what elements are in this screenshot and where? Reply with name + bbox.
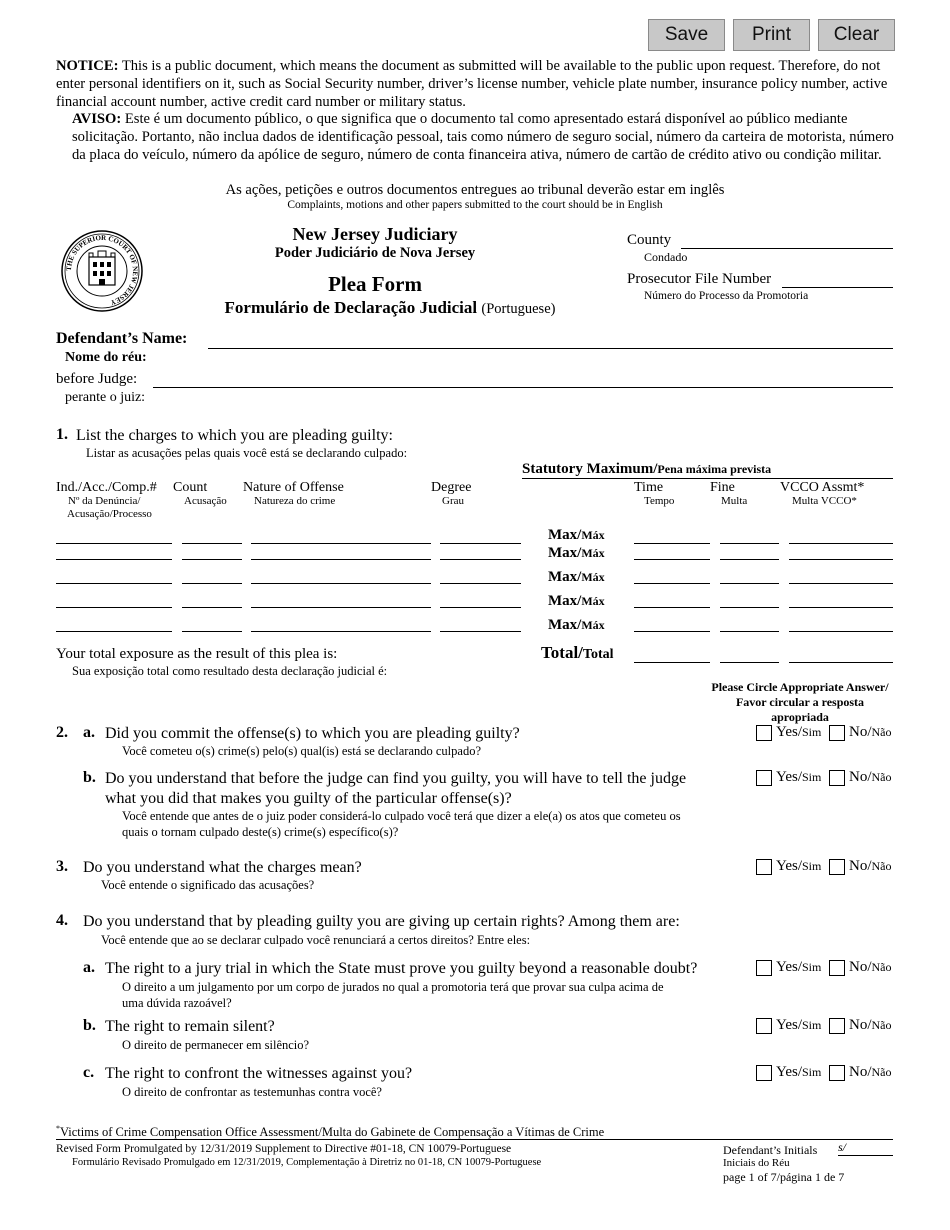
yes-label-pt: Sim <box>802 960 822 974</box>
question-1-text-pt: Listar as acusações pelas quais você está se declarando culpado: <box>86 446 408 460</box>
max-label-pt: Máx <box>581 546 605 560</box>
charge-row-5-vcco-input[interactable] <box>789 615 893 632</box>
yes-label-pt: Sim <box>802 859 822 873</box>
yes-label-pt: Sim <box>802 725 822 739</box>
english-notice-pt: As ações, petições e outros documentos entregues ao tribunal deverão estar em inglês <box>225 182 725 198</box>
max-label-en: Max/ <box>548 593 582 609</box>
q2b-yes-label <box>776 769 821 786</box>
form-title-pt-line <box>170 298 610 318</box>
col-vcco-header-pt: Multa VCCO* <box>792 495 857 507</box>
max-label-en: Max/ <box>548 527 582 543</box>
q2a-yes-checkbox[interactable] <box>756 725 772 741</box>
prosecutor-label-pt: Número do Processo da Promotoria <box>644 290 809 302</box>
notice-label: NOTICE: <box>56 58 119 74</box>
no-label-en: No/ <box>849 858 872 874</box>
notice-paragraph <box>56 57 896 111</box>
circle-note-line1: Please Circle Appropriate Answer/ <box>711 680 889 694</box>
footnote-mark: * <box>56 1124 60 1133</box>
q3-no-label <box>849 858 892 875</box>
yes-label-en: Yes/ <box>776 858 802 874</box>
charge-row-4-count-input[interactable] <box>182 591 242 608</box>
charge-row-4-degree-input[interactable] <box>440 591 521 608</box>
yes-label-en: Yes/ <box>776 1017 802 1033</box>
charge-row-3-count-input[interactable] <box>182 567 242 584</box>
max-label-en: Max/ <box>548 569 582 585</box>
q4b-yes-checkbox[interactable] <box>756 1018 772 1034</box>
question-4b-text-pt: O direito de permanecer em silêncio? <box>122 1038 310 1052</box>
col-count-header-pt: Acusação <box>184 495 227 507</box>
q2a-yes-label <box>776 724 821 741</box>
question-2a-letter: a. <box>83 724 95 741</box>
charge-row-1-count-input[interactable] <box>182 527 242 544</box>
print-button[interactable]: Print <box>733 19 810 51</box>
no-label-pt: Não <box>871 1065 892 1079</box>
col-nature-header: Nature of Offense <box>243 480 344 495</box>
charge-row-1-time-input[interactable] <box>634 527 710 544</box>
col-fine-header: Fine <box>710 480 735 495</box>
question-4c-letter: c. <box>83 1064 95 1081</box>
max-label <box>548 593 605 610</box>
defendant-name-label-pt: Nome do réu: <box>65 350 147 365</box>
question-4c-text-pt: O direito de confrontar as testemunhas contra você? <box>122 1085 382 1099</box>
col-nature-header-pt: Natureza do crime <box>254 495 336 507</box>
yes-label-pt: Sim <box>802 1018 822 1032</box>
exposure-text-pt: Sua exposição total como resultado desta declaração judicial é: <box>72 664 388 678</box>
court-seal <box>60 229 144 313</box>
col-fine-header-pt: Multa <box>721 495 748 507</box>
question-4a-text-pt1: O direito a um julgamento por um corpo de jurados no qual a promotoria terá que provar sua culpa acima de <box>122 980 664 994</box>
no-label-en: No/ <box>849 769 872 785</box>
save-button[interactable]: Save <box>648 19 725 51</box>
charge-row-3-vcco-input[interactable] <box>789 567 893 584</box>
prosecutor-label: Prosecutor File Number <box>627 271 772 287</box>
max-label-pt: Máx <box>581 594 605 608</box>
col-degree-header: Degree <box>431 480 472 495</box>
charge-row-5-degree-input[interactable] <box>440 615 521 632</box>
q3-yes-checkbox[interactable] <box>756 859 772 875</box>
county-input[interactable] <box>681 232 893 249</box>
charge-row-3-time-input[interactable] <box>634 567 710 584</box>
no-label-pt: Não <box>871 960 892 974</box>
question-2-number: 2. <box>56 724 68 741</box>
no-label-en: No/ <box>849 1064 872 1080</box>
q4b-no-checkbox[interactable] <box>829 1018 845 1034</box>
q4c-yes-checkbox[interactable] <box>756 1065 772 1081</box>
col-degree-header-pt: Grau <box>442 495 464 507</box>
max-label-en: Max/ <box>548 545 582 561</box>
max-label <box>548 569 605 586</box>
judge-label-pt: perante o juiz: <box>65 390 146 405</box>
yes-label-en: Yes/ <box>776 1064 802 1080</box>
q2a-no-checkbox[interactable] <box>829 725 845 741</box>
max-label-pt: Máx <box>581 618 605 632</box>
charge-row-3-fine-input[interactable] <box>720 567 779 584</box>
no-label-pt: Não <box>871 859 892 873</box>
charge-row-3-degree-input[interactable] <box>440 567 521 584</box>
no-label-pt: Não <box>871 725 892 739</box>
col-time-header-pt: Tempo <box>644 495 675 507</box>
no-label-en: No/ <box>849 959 872 975</box>
question-4-number: 4. <box>56 912 68 929</box>
charge-row-5-count-input[interactable] <box>182 615 242 632</box>
col-vcco-header: VCCO Assmt* <box>780 480 865 495</box>
form-title: Plea Form <box>328 272 422 296</box>
charge-row-2-ind-input[interactable] <box>56 543 172 560</box>
circle-answer-note <box>700 680 900 725</box>
q2b-no-checkbox[interactable] <box>829 770 845 786</box>
circle-note-line2: Favor circular a resposta <box>735 695 865 709</box>
charge-row-2-time-input[interactable] <box>634 543 710 560</box>
charge-row-5-ind-input[interactable] <box>56 615 172 632</box>
total-fine-input[interactable] <box>720 646 779 663</box>
question-4a-text: The right to a jury trial in which the State must prove you guilty beyond a reasonable doubt? <box>105 960 698 977</box>
max-label-en: Max/ <box>548 617 582 633</box>
judge-input[interactable] <box>153 371 893 388</box>
defendant-name-label: Defendant’s Name: <box>56 330 188 347</box>
question-3-number: 3. <box>56 858 68 875</box>
charge-row-2-count-input[interactable] <box>182 543 242 560</box>
total-label <box>541 643 614 663</box>
question-2a-text-pt: Você cometeu o(s) crime(s) pelo(s) qual(is) está se declarando culpado? <box>122 744 481 758</box>
initials-input[interactable]: s/ <box>838 1140 893 1156</box>
seal-text: THE SUPERIOR COURT OF NEW JERSEY <box>64 233 140 307</box>
q4b-no-label <box>849 1017 892 1034</box>
circle-note-line3: apropriada <box>771 710 829 724</box>
no-label-pt: Não <box>871 1018 892 1032</box>
form-title-pt: Formulário de Declaração Judicial <box>224 298 478 317</box>
question-4b-text: The right to remain silent? <box>105 1018 275 1035</box>
question-2b-text-pt1: Você entende que antes de o juiz poder considerá-lo culpado você terá que dizer a ele(a) os atos que cometeu os <box>122 809 681 823</box>
max-label <box>548 617 605 634</box>
charge-row-4-vcco-input[interactable] <box>789 591 893 608</box>
defendant-name-input[interactable] <box>208 332 893 349</box>
judge-label: before Judge: <box>56 371 138 387</box>
col-ind-header-pt1: Nº da Denúncia/ <box>68 495 141 507</box>
question-3-text-pt: Você entende o significado das acusações? <box>101 878 315 892</box>
county-label-pt: Condado <box>644 250 688 264</box>
q2b-no-label <box>849 769 892 786</box>
q4a-yes-checkbox[interactable] <box>756 960 772 976</box>
judiciary-title-pt: Poder Judiciário de Nova Jersey <box>274 245 476 261</box>
statutory-maximum-label: Statutory Maximum/ <box>522 461 658 477</box>
initials-label-pt: Iniciais do Réu <box>723 1157 790 1169</box>
col-ind-header: Ind./Acc./Comp.# <box>56 480 157 495</box>
question-4a-letter: a. <box>83 959 95 976</box>
prosecutor-file-input[interactable] <box>782 271 893 288</box>
statutory-maximum-label-pt: Pena máxima prevista <box>657 462 772 476</box>
charge-row-2-nature-input[interactable] <box>251 543 431 560</box>
max-label <box>548 545 605 562</box>
charge-row-1-fine-input[interactable] <box>720 527 779 544</box>
question-1-number: 1. <box>56 426 68 443</box>
exposure-text: Your total exposure as the result of this plea is: <box>56 646 338 662</box>
charge-row-3-ind-input[interactable] <box>56 567 172 584</box>
charge-row-1-nature-input[interactable] <box>251 527 431 544</box>
charge-row-4-ind-input[interactable] <box>56 591 172 608</box>
col-time-header: Time <box>634 480 664 495</box>
q2b-yes-checkbox[interactable] <box>756 770 772 786</box>
question-2b-text1: Do you understand that before the judge can find you guilty, you will have to tell the judge <box>105 770 687 787</box>
question-2b-text2: what you did that makes you guilty of the particular offense(s)? <box>105 790 512 807</box>
q4c-no-checkbox[interactable] <box>829 1065 845 1081</box>
charge-row-5-time-input[interactable] <box>634 615 710 632</box>
col-ind-header-pt2: Acusação/Processo <box>67 508 152 520</box>
statutory-maximum-rule <box>522 478 893 479</box>
max-label-pt: Máx <box>581 528 605 542</box>
question-4b-letter: b. <box>83 1017 96 1034</box>
q3-yes-label <box>776 858 821 875</box>
max-label-pt: Máx <box>581 570 605 584</box>
total-time-input[interactable] <box>634 646 710 663</box>
aviso-text: Este é um documento público, o que significa que o documento tal como apresentado estará disponível ao público mediante solicitação. Portanto, não inclua dados de identificação pessoal, tais como número de seguro social, número da carteira de motorista, número da placa do veículo, número da apólice de seguro, número de conta financeira ativa, número de cartão de crédito ativo ou condição militar. <box>72 111 894 163</box>
question-4c-text: The right to confront the witnesses against you? <box>105 1065 413 1082</box>
charge-row-4-fine-input[interactable] <box>720 591 779 608</box>
yes-label-pt: Sim <box>802 1065 822 1079</box>
question-2b-text-pt2: quais o tornam culpado deste(s) crime(s) específico(s)? <box>122 825 399 839</box>
footnote <box>56 1124 604 1140</box>
aviso-paragraph <box>72 110 896 164</box>
footer-rule <box>56 1139 893 1140</box>
form-language: (Portuguese) <box>481 301 556 317</box>
charge-row-5-fine-input[interactable] <box>720 615 779 632</box>
q4a-no-label <box>849 959 892 976</box>
max-label <box>548 527 605 544</box>
q4c-no-label <box>849 1064 892 1081</box>
charge-row-4-nature-input[interactable] <box>251 591 431 608</box>
q4b-yes-label <box>776 1017 821 1034</box>
notice-text: This is a public document, which means the document as submitted will be available to the public upon request. Therefore, do not enter personal identifiers on it, such as Social Security number, driver’s license number, vehicle plate number, insurance policy number, active financial account number, active credit card number or military status. <box>56 58 888 110</box>
english-notice-en: Complaints, motions and other papers submitted to the court should be in English <box>287 199 663 211</box>
no-label-en: No/ <box>849 724 872 740</box>
judiciary-title: New Jersey Judiciary <box>292 224 458 244</box>
q4c-yes-label <box>776 1064 821 1081</box>
no-label-pt: Não <box>871 770 892 784</box>
yes-label-pt: Sim <box>802 770 822 784</box>
total-vcco-input[interactable] <box>789 646 893 663</box>
charge-row-1-degree-input[interactable] <box>440 527 521 544</box>
question-2b-letter: b. <box>83 769 96 786</box>
q4a-yes-label <box>776 959 821 976</box>
clear-button[interactable]: Clear <box>818 19 895 51</box>
county-label: County <box>627 232 672 248</box>
total-label-pt: Total <box>582 647 614 662</box>
charge-row-2-vcco-input[interactable] <box>789 543 893 560</box>
charge-row-2-fine-input[interactable] <box>720 543 779 560</box>
statutory-maximum-header <box>522 461 771 478</box>
total-label-en: Total/ <box>541 643 583 662</box>
charge-row-4-time-input[interactable] <box>634 591 710 608</box>
footer-revised-pt: Formulário Revisado Promulgado em 12/31/2019, Complementação à Diretriz no 01-18, CN 10079-Portuguese <box>72 1157 542 1168</box>
charge-row-2-degree-input[interactable] <box>440 543 521 560</box>
charge-row-5-nature-input[interactable] <box>251 615 431 632</box>
charge-row-3-nature-input[interactable] <box>251 567 431 584</box>
question-1-text: List the charges to which you are pleading guilty: <box>76 427 393 444</box>
question-3-text: Do you understand what the charges mean? <box>83 859 362 876</box>
q2a-no-label <box>849 724 892 741</box>
question-4a-text-pt2: uma dúvida razoável? <box>122 996 232 1010</box>
aviso-label: AVISO: <box>72 111 122 127</box>
footnote-text: Victims of Crime Compensation Office Assessment/Multa do Gabinete de Compensação a Vítimas de Crime <box>60 1125 605 1140</box>
q4a-no-checkbox[interactable] <box>829 960 845 976</box>
q3-no-checkbox[interactable] <box>829 859 845 875</box>
initials-label: Defendant’s Initials <box>723 1143 818 1157</box>
question-4-text: Do you understand that by pleading guilty you are giving up certain rights? Among them are: <box>83 913 680 930</box>
yes-label-en: Yes/ <box>776 724 802 740</box>
footer-revised: Revised Form Promulgated by 12/31/2019 Supplement to Directive #01-18, CN 10079-Portuguese <box>56 1143 512 1155</box>
question-4-text-pt: Você entende que ao se declarar culpado você renunciará a certos direitos? Entre eles: <box>101 933 531 947</box>
question-2a-text: Did you commit the offense(s) to which you are pleading guilty? <box>105 725 520 742</box>
page-number: page 1 of 7/página 1 de 7 <box>723 1170 845 1184</box>
col-count-header: Count <box>173 480 208 495</box>
yes-label-en: Yes/ <box>776 769 802 785</box>
yes-label-en: Yes/ <box>776 959 802 975</box>
charge-row-1-vcco-input[interactable] <box>789 527 893 544</box>
no-label-en: No/ <box>849 1017 872 1033</box>
charge-row-1-ind-input[interactable] <box>56 527 172 544</box>
